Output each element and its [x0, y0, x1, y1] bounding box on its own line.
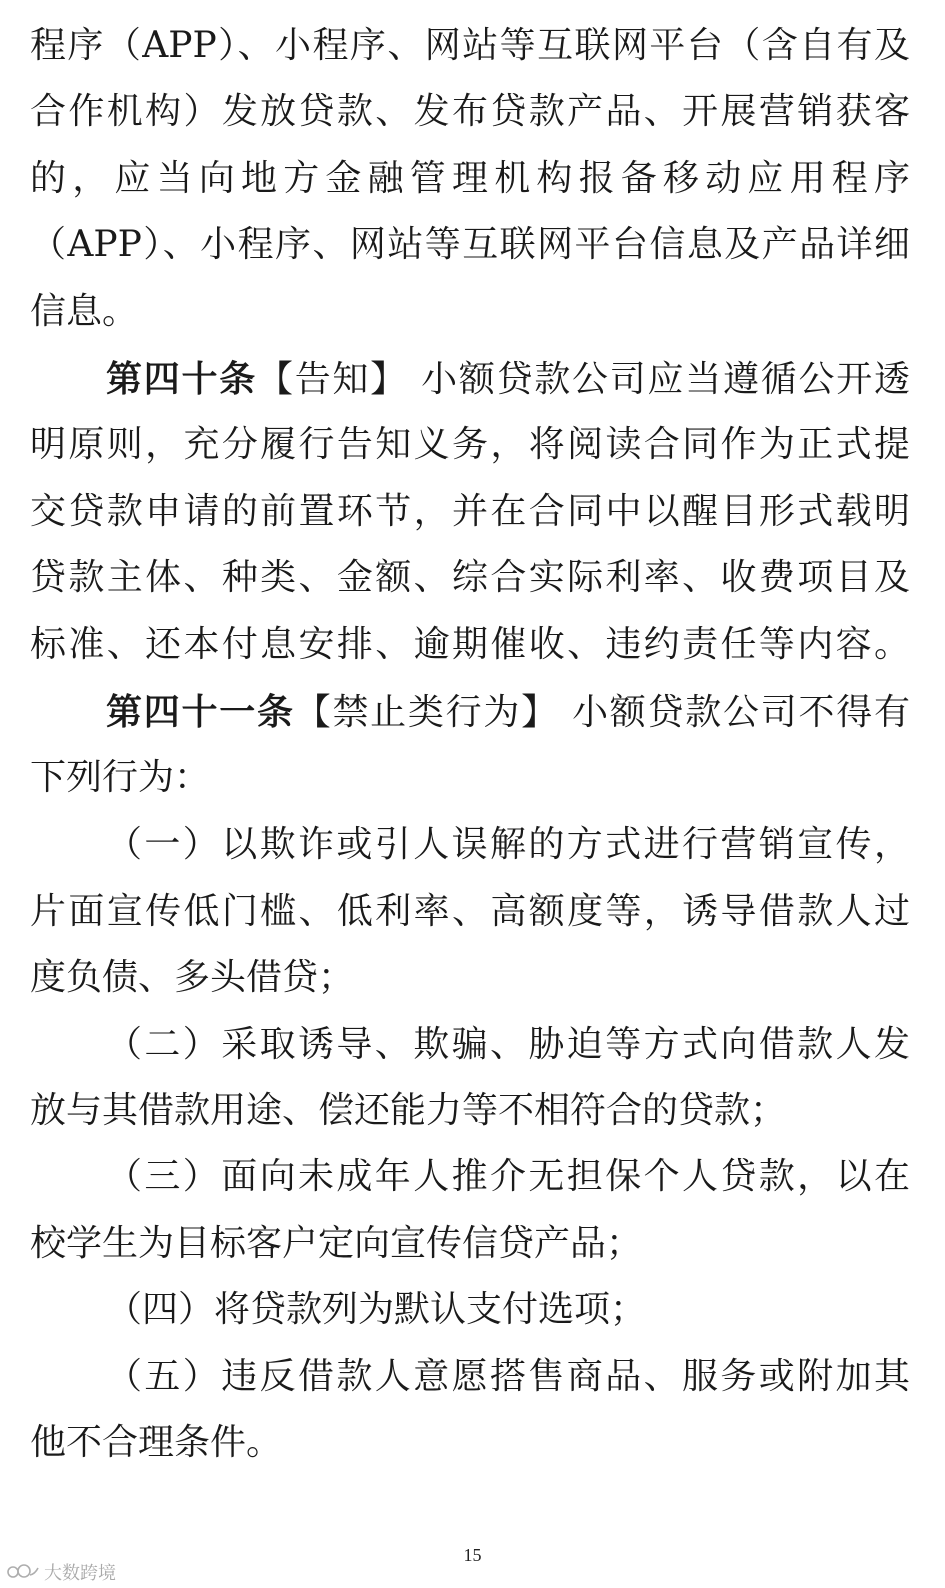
list-item-line: 片面宣传低门槛、低利率、高额度等，诱导借款人过: [30, 891, 910, 932]
paragraph-line: 贷款主体、种类、金额、综合实际利率、收费项目及: [30, 557, 910, 598]
list-item-first-line: （四）将贷款列为默认支付选项；: [106, 1289, 647, 1330]
list-item-first-line: （五）违反借款人意愿搭售商品、服务或附加其: [106, 1356, 910, 1397]
article-41-heading: 第四十一条: [106, 691, 295, 733]
paragraph-line: 标准、还本付息安排、逾期催收、违约责任等内容。: [30, 624, 910, 665]
paragraph-line: 程序（APP）、小程序、网站等互联网平台（含自有及: [30, 25, 910, 66]
paragraph-line: （APP）、小程序、网站等互联网平台信息及产品详细: [30, 224, 910, 265]
paragraph-line: 下列行为：: [30, 757, 211, 798]
paragraph-line: 交贷款申请的前置环节，并在合同中以醒目形式载明: [30, 491, 910, 532]
article-40-heading: 第四十条: [106, 358, 257, 400]
article-41-tag: 【禁止类行为】: [294, 692, 559, 733]
list-item-line: 度负债、多头借贷；: [30, 957, 355, 998]
list-item-line: 校学生为目标客户定向宣传信贷产品；: [30, 1223, 643, 1264]
article-40-text: 小额贷款公司应当遵循公开透: [421, 359, 910, 400]
paragraph-line: 合作机构）发放贷款、发布贷款产品、开展营销获客: [30, 91, 910, 132]
list-item-first-line: （一）以欺诈或引人误解的方式进行营销宣传，: [106, 824, 910, 865]
article-40-tag: 【告知】: [256, 359, 408, 400]
paragraph-line: 的，应当向地方金融管理机构报备移动应用程序: [30, 158, 910, 199]
article-41-first-line: [106, 683, 910, 741]
list-item-first-line: （二）采取诱导、欺骗、胁迫等方式向借款人发: [106, 1024, 910, 1065]
page-number: 15: [463, 1545, 482, 1565]
article-41-text: 小额贷款公司不得有: [572, 692, 910, 733]
paragraph-line: 信息。: [30, 291, 139, 332]
watermark: [6, 1560, 116, 1584]
paragraph-line: 明原则，充分履行告知义务，将阅读合同作为正式提: [30, 424, 910, 465]
watermark-text: 大数跨境: [44, 1563, 116, 1584]
watermark-logo-icon: [6, 1561, 40, 1583]
list-item-line: 放与其借款用途、偿还能力等不相符合的贷款；: [30, 1090, 787, 1131]
article-40-first-line: [106, 350, 910, 408]
list-item-first-line: （三）面向未成年人推介无担保个人贷款，以在: [106, 1156, 910, 1197]
list-item-line: 他不合理条件。: [30, 1422, 283, 1463]
